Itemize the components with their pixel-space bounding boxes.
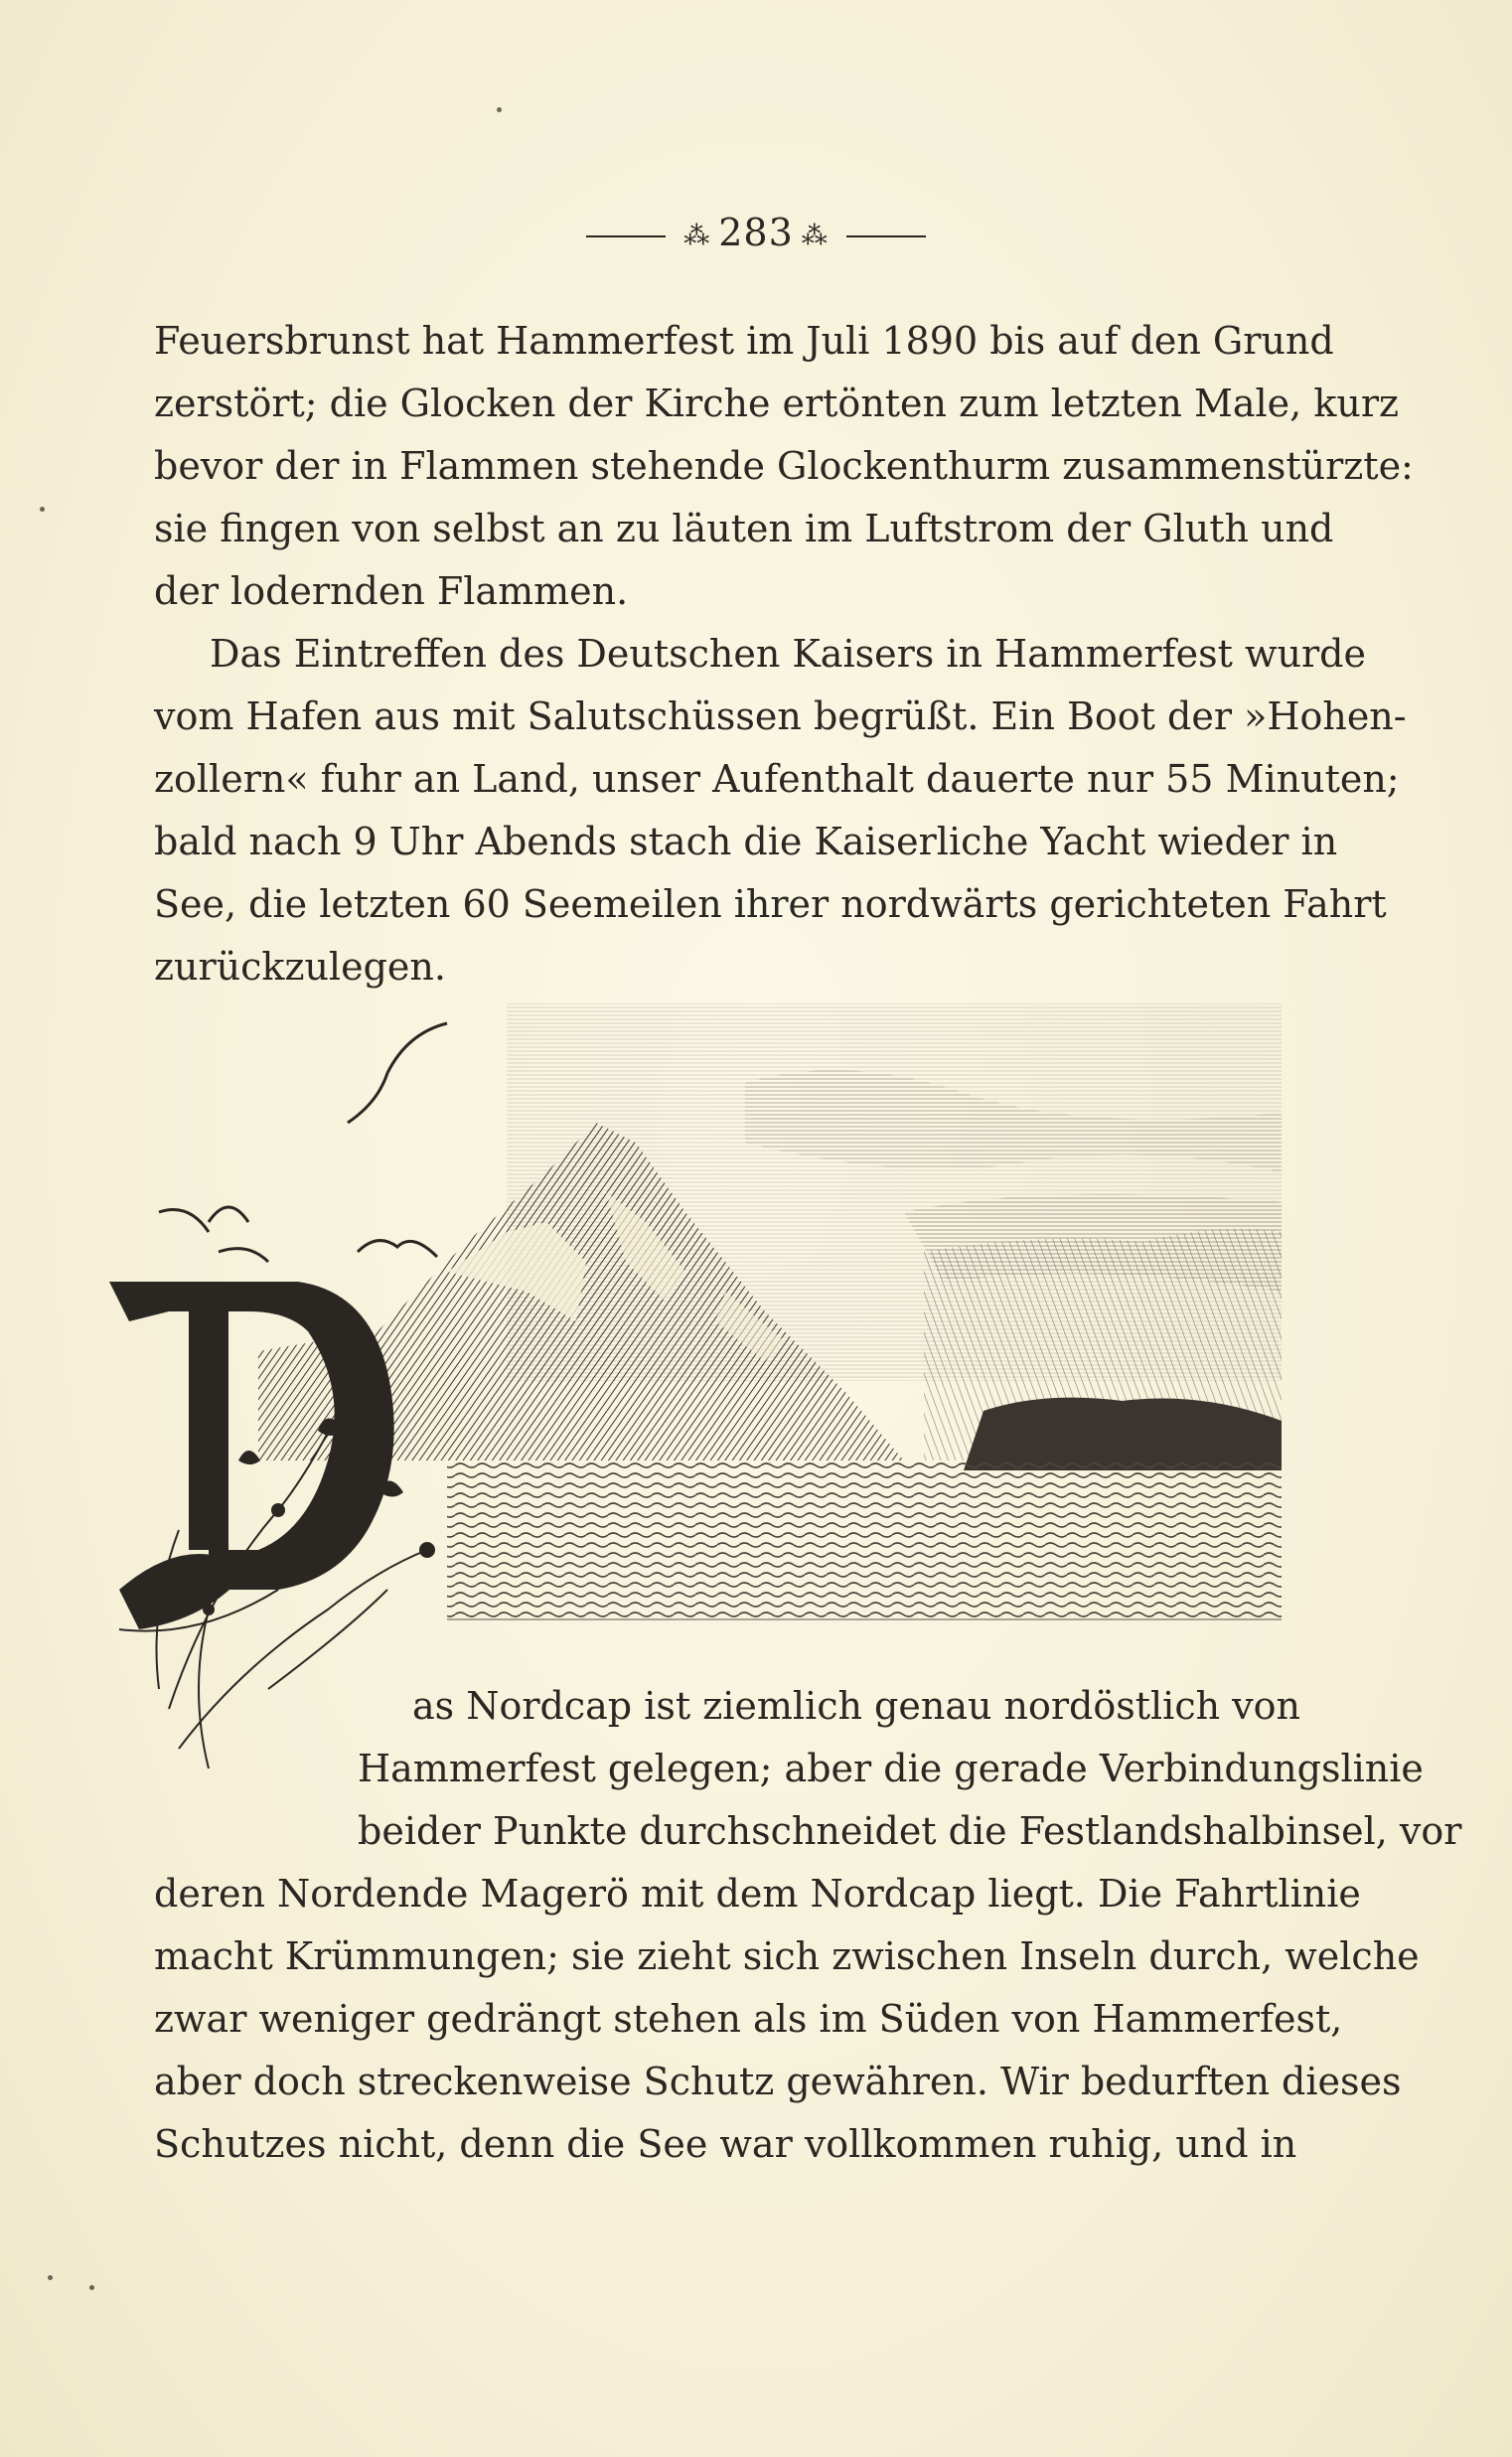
text-line: aber doch streckenweise Schutz gewähren. Wir bedurften dieses <box>154 2060 1402 2103</box>
paragraph-1 <box>154 310 1414 623</box>
text-line: Das Eintreffen des Deutschen Kaisers in Hammerfest wurde <box>210 632 1366 676</box>
ornament-left-icon: ⁂ <box>683 221 711 251</box>
text-line: as Nordcap ist ziemlich genau nordöstlich von <box>412 1684 1300 1728</box>
paper-speck <box>497 107 502 112</box>
text-line: beider Punkte durchschneidet die Festlandshalbinsel, vor <box>358 1809 1462 1853</box>
text-line: sie fingen von selbst an zu läuten im Luftstrom der Gluth und <box>154 507 1334 550</box>
paper-speck <box>89 2285 94 2290</box>
text-line: See, die letzten 60 Seemeilen ihrer nordwärts gerichteten Fahrt <box>154 882 1387 926</box>
text-line: zerstört; die Glocken der Kirche ertönten zum letzten Male, kurz <box>154 382 1399 425</box>
text-line: zurückzulegen. <box>154 945 446 989</box>
seagulls <box>219 1023 447 1262</box>
text-line: macht Krümmungen; sie zieht sich zwischen Inseln durch, welche <box>154 1934 1420 1978</box>
header-rule-right <box>846 235 926 237</box>
paper-speck <box>48 2275 53 2280</box>
text-line: Hammerfest gelegen; aber die gerade Verbindungslinie <box>358 1747 1424 1790</box>
sea <box>447 1460 1282 1619</box>
paragraph-2 <box>154 623 1407 998</box>
text-line: deren Nordende Magerö mit dem Nordcap liegt. Die Fahrtlinie <box>154 1872 1361 1916</box>
decorated-initial-d <box>109 1207 435 1768</box>
text-line: der lodernden Flammen. <box>154 569 629 613</box>
paragraph-3-indented <box>412 1675 1300 1738</box>
text-line: zollern« fuhr an Land, unser Aufenthalt dauerte nur 55 Minuten; <box>154 757 1400 801</box>
promontory <box>964 1398 1282 1470</box>
paragraph-3-indented-2 <box>358 1738 1462 1863</box>
text-line: zwar weniger gedrängt stehen als im Süden von Hammerfest, <box>154 1997 1343 2041</box>
page-header <box>0 211 1512 254</box>
ornament-right-icon: ⁂ <box>801 221 829 251</box>
text-line: bald nach 9 Uhr Abends stach die Kaiserliche Yacht wieder in <box>154 820 1338 863</box>
header-rule-left <box>586 235 666 237</box>
text-line: bevor der in Flammen stehende Glockenthurm zusammenstürzte: <box>154 444 1414 488</box>
text-line: vom Hafen aus mit Salutschüssen begrüßt. Ein Boot der »Hohen- <box>154 694 1407 738</box>
paragraph-3 <box>154 1863 1420 2176</box>
paper-speck <box>40 507 45 512</box>
page-number: 283 <box>718 211 794 254</box>
text-line: Feuersbrunst hat Hammerfest im Juli 1890 bis auf den Grund <box>154 319 1334 363</box>
text-line: Schutzes nicht, denn die See war vollkommen ruhig, und in <box>154 2122 1297 2166</box>
